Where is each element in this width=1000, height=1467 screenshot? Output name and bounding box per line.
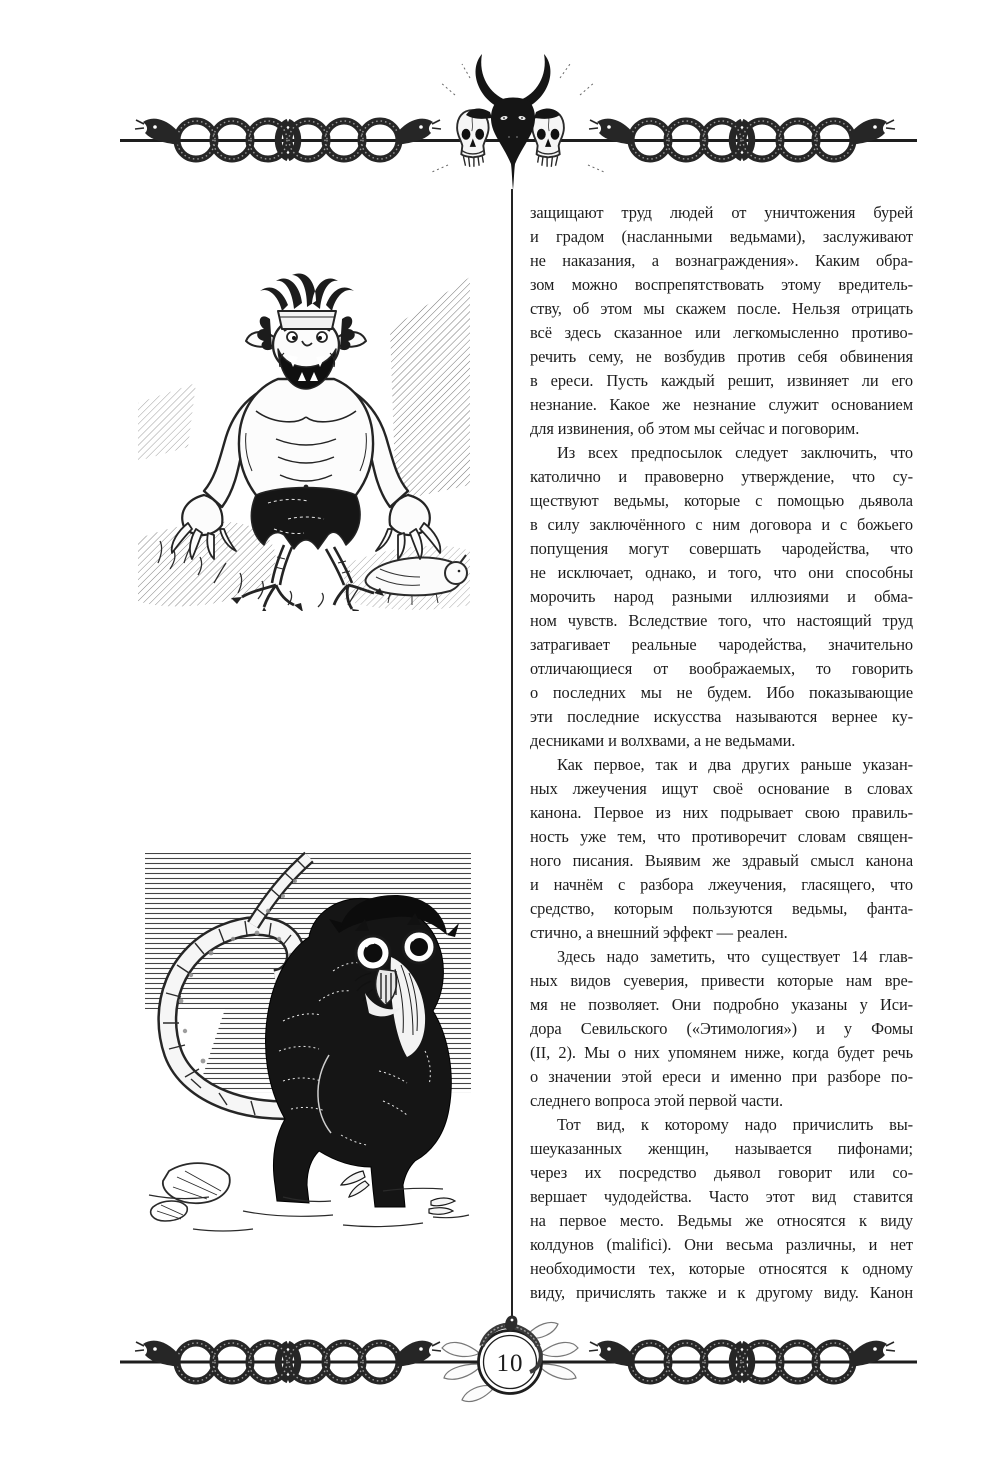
text-line: ность уже тем, что противоречит словам священ- <box>530 827 913 846</box>
text-line: незнание. Какое же незнание служит основанием <box>530 395 913 414</box>
text-line: о значении этой ереси и именно при разборе по- <box>530 1067 913 1086</box>
article-text <box>530 201 913 1305</box>
text-line: Из всех предпосылок следует заключить, что <box>557 443 913 462</box>
text-line: ном чувств. Вследствие того, что настоящий труд <box>530 611 913 630</box>
text-line: не наказания, а вознаграждения». Каким обра- <box>530 251 913 270</box>
text-line: следнего вопроса этой первой части. <box>530 1091 784 1110</box>
text-line: десниками и волхвами, а не ведьмами. <box>530 731 796 750</box>
text-line: попущения могут совершать чародейства, что <box>530 539 913 558</box>
text-line: колдунов (malifici). Они весьма различны, и нет <box>530 1235 913 1254</box>
text-line: Здесь надо заметить, что существует 14 глав- <box>557 947 913 966</box>
text-line: и градом (насланными ведьмами), заслуживают <box>530 227 913 246</box>
column-divider-rule <box>511 189 513 1316</box>
text-line: мя не позволяет. Они подробно указаны у Иси- <box>530 995 913 1014</box>
snake-band-left-icon <box>135 119 441 159</box>
text-line: ных видов суеверия, привести которые нам вре- <box>530 971 913 990</box>
text-line: морочить народ разными иллюзиями и обма- <box>530 587 913 606</box>
text-line: виду, причислять также и к другому виду. Канон <box>530 1283 913 1302</box>
text-line: шеуказанных женщин, называется пифонами; <box>530 1139 913 1158</box>
text-line: затрагивает реальные чародейства, значительно <box>530 635 913 654</box>
text-line: стично, а внешний эффект — реален. <box>530 923 788 942</box>
text-line: не исключает, однако, и того, что они способны <box>530 563 913 582</box>
text-line: через их посредство дьявол говорит или со- <box>530 1163 913 1182</box>
text-line: ного писания. Выявим же здравый смысл канона <box>530 851 913 870</box>
text-line: ществуют ведьмы, которые с помощью дьявола <box>530 491 913 510</box>
text-line: и начнём с разбора лжеучения, гласящего, что <box>530 875 913 894</box>
text-line: отличающиеся от воображаемых, то говорить <box>530 659 913 678</box>
text-line: Как первое, так и два других раньше указан- <box>557 755 913 774</box>
text-line: средство, которым пользуются ведьмы, фанта- <box>530 899 913 918</box>
text-line: вершает чудодейства. Часто этот вид ставится <box>530 1187 913 1206</box>
text-line: (II, 2). Мы о них упомянем ниже, когда будет речь <box>530 1043 913 1062</box>
text-line: Тот вид, к которому надо причислить вы- <box>557 1115 913 1134</box>
text-line: о последних мы не будем. Ибо показывающие <box>530 683 913 702</box>
text-line: ству, об этом мы скажем после. Нельзя отрицать <box>530 299 913 318</box>
text-line: защищают труд людей от уничтожения бурей <box>530 203 913 222</box>
owl-ape-engraving <box>133 841 481 1239</box>
text-line: необходимости тех, которые относятся к одному <box>530 1259 913 1278</box>
text-line: речить сему, не возбудив против себя обвинения <box>530 347 913 366</box>
text-line: канона. Первое из них подрывает свою правиль- <box>530 803 913 822</box>
demon-engraving <box>138 233 470 611</box>
text-line: католично и правоверно утверждение, что су- <box>530 467 913 486</box>
text-line: для извинения, об этом мы сейчас и поговорим. <box>530 419 860 438</box>
footer-ornament <box>0 1302 1000 1432</box>
text-line: эти последние искусства называются вернее ку- <box>530 707 913 726</box>
text-line: на первое место. Ведьмы же относятся к виду <box>530 1211 913 1230</box>
ground-rocks <box>149 1163 469 1231</box>
text-line: зом можно воспрепятствовать этому вредитель- <box>530 275 913 294</box>
page-number: 10 <box>496 1350 524 1377</box>
snake-band-right-icon <box>589 119 895 159</box>
text-line: всё здесь сказанное или легкомысленно противо- <box>530 323 913 342</box>
text-line: в силу заключённого с ним договора и с божьего <box>530 515 913 534</box>
text-line: в ереси. Пусть каждый решит, извиняет ли его <box>530 371 913 390</box>
header-ornament <box>0 0 1000 200</box>
text-line: дора Севильского («Этимология») и у Фомы <box>530 1019 913 1038</box>
text-line: ных лжеучения ищут своё основание в словах <box>530 779 913 798</box>
